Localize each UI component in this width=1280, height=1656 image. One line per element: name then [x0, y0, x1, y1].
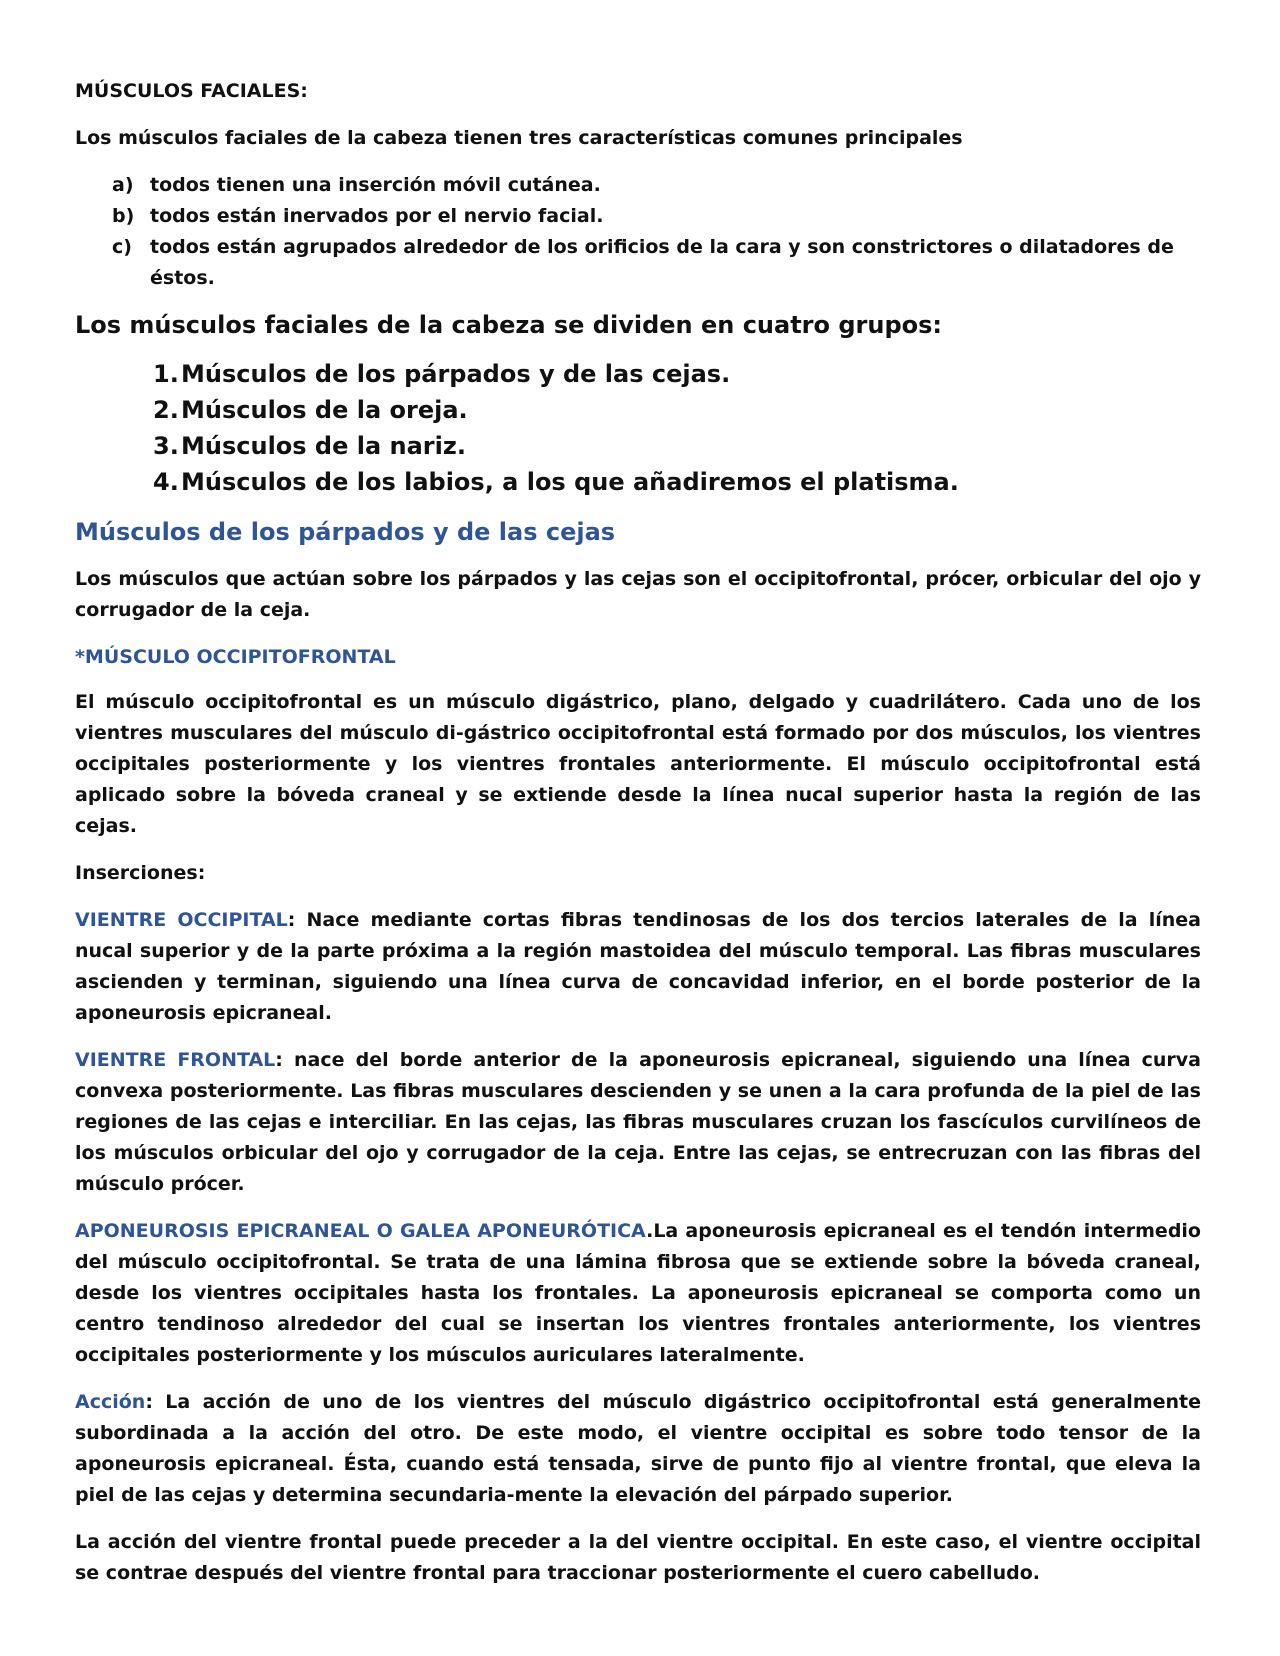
list-marker: a)	[112, 174, 134, 196]
intro-paragraph: Los músculos faciales de la cabeza tienen tres características comunes principales	[75, 127, 963, 149]
list-item-text: todos están agrupados alrededor de los orificios de la cara y son constrictores o dilatadores de éstos.	[150, 236, 1174, 289]
frontal-paragraph	[75, 1045, 1201, 1200]
action-term: Acción	[75, 1391, 146, 1413]
groups-list	[75, 356, 1201, 500]
list-item-text: Músculos de los labios, a los que añadiremos el platisma.	[181, 468, 959, 496]
list-marker: b)	[112, 205, 135, 227]
aponeurosis-text: .La aponeurosis epicraneal es el tendón intermedio del músculo occipitofrontal. Se trata de una lámina fibrosa que se extiende sobre la bóveda craneal, desde los vientres occipitales hasta los frontales. La aponeurosis epicraneal se comporta como un centro tendinoso alrededor del cual se insertan los vientres frontales anteriormente, los vientres occipitales posteriormente y los músculos auriculares lateralmente.	[75, 1220, 1201, 1366]
list-marker: 3.	[153, 432, 179, 460]
list-item-text: Músculos de los párpados y de las cejas.	[181, 360, 731, 388]
document-title: MÚSCULOS FACIALES:	[75, 80, 308, 102]
subheading: *MÚSCULO OCCIPITOFRONTAL	[75, 646, 396, 668]
list-item	[153, 356, 1201, 392]
frontal-term: VIENTRE FRONTAL	[75, 1049, 276, 1071]
aponeurosis-paragraph	[75, 1216, 1201, 1371]
section-intro-paragraph: Los músculos que actúan sobre los párpados y las cejas son el occipitofrontal, prócer, orbicular del ojo y corrugador de la ceja.	[75, 568, 1201, 621]
groups-heading: Los músculos faciales de la cabeza se dividen en cuatro grupos:	[75, 311, 943, 339]
occipital-text: : Nace mediante cortas fibras tendinosas de los dos tercios laterales de la línea nucal superior y de la parte próxima a la región mastoidea del músculo temporal. Las fibras musculares ascienden y terminan, siguiendo una línea curva de concavidad inferior, en el borde posterior de la aponeurosis epicraneal.	[75, 909, 1201, 1024]
closing-paragraph: La acción del vientre frontal puede preceder a la del vientre occipital. En este caso, el vientre occipital se contrae después del vientre frontal para traccionar posteriormente el cuero cabelludo.	[75, 1531, 1201, 1584]
characteristics-list	[75, 170, 1201, 294]
list-item-text: Músculos de la oreja.	[181, 396, 468, 424]
list-marker: 4.	[153, 468, 179, 496]
document-page	[75, 76, 1201, 1605]
list-item-text: todos tienen una inserción móvil cutánea.	[150, 174, 601, 196]
list-item	[75, 170, 1201, 201]
list-marker: 1.	[153, 360, 179, 388]
description-paragraph: El músculo occipitofrontal es un músculo digástrico, plano, delgado y cuadrilátero. Cada uno de los vientres musculares del músculo di-gástrico occipitofrontal está formado por dos músculos, los vientres occipitales posteriormente y los vientres frontales anteriormente. El músculo occipitofrontal está aplicado sobre la bóveda craneal y se extiende desde la línea nucal superior hasta la región de las cejas.	[75, 691, 1201, 837]
occipital-term: VIENTRE OCCIPITAL	[75, 909, 288, 931]
insertions-label: Inserciones:	[75, 862, 206, 884]
frontal-text: : nace del borde anterior de la aponeurosis epicraneal, siguiendo una línea curva convexa posteriormente. Las fibras musculares descienden y se unen a la cara profunda de la piel de las regiones de las cejas e interciliar. En las cejas, las fibras musculares cruzan los fascículos curvilíneos de los músculos orbicular del ojo y corrugador de la ceja. Entre las cejas, se entrecruzan con las fibras del músculo prócer.	[75, 1049, 1201, 1195]
list-item	[153, 428, 1201, 464]
list-item-text: todos están inervados por el nervio facial.	[150, 205, 604, 227]
list-marker: c)	[112, 236, 132, 258]
list-item	[153, 464, 1201, 500]
action-text: : La acción de uno de los vientres del músculo digástrico occipitofrontal está generalmente subordinada a la acción del otro. De este modo, el vientre occipital es sobre todo tensor de la aponeurosis epicraneal. Ésta, cuando está tensada, sirve de punto fijo al vientre frontal, que eleva la piel de las cejas y determina secundaria-mente la elevación del párpado superior.	[75, 1391, 1201, 1506]
occipital-paragraph	[75, 905, 1201, 1029]
action-paragraph	[75, 1387, 1201, 1511]
list-item	[75, 232, 1201, 294]
aponeurosis-term: APONEUROSIS EPICRANEAL O GALEA APONEURÓTICA	[75, 1220, 647, 1242]
list-marker: 2.	[153, 396, 179, 424]
section-heading: Músculos de los párpados y de las cejas	[75, 518, 616, 546]
list-item	[153, 392, 1201, 428]
list-item-text: Músculos de la nariz.	[181, 432, 466, 460]
list-item	[75, 201, 1201, 232]
